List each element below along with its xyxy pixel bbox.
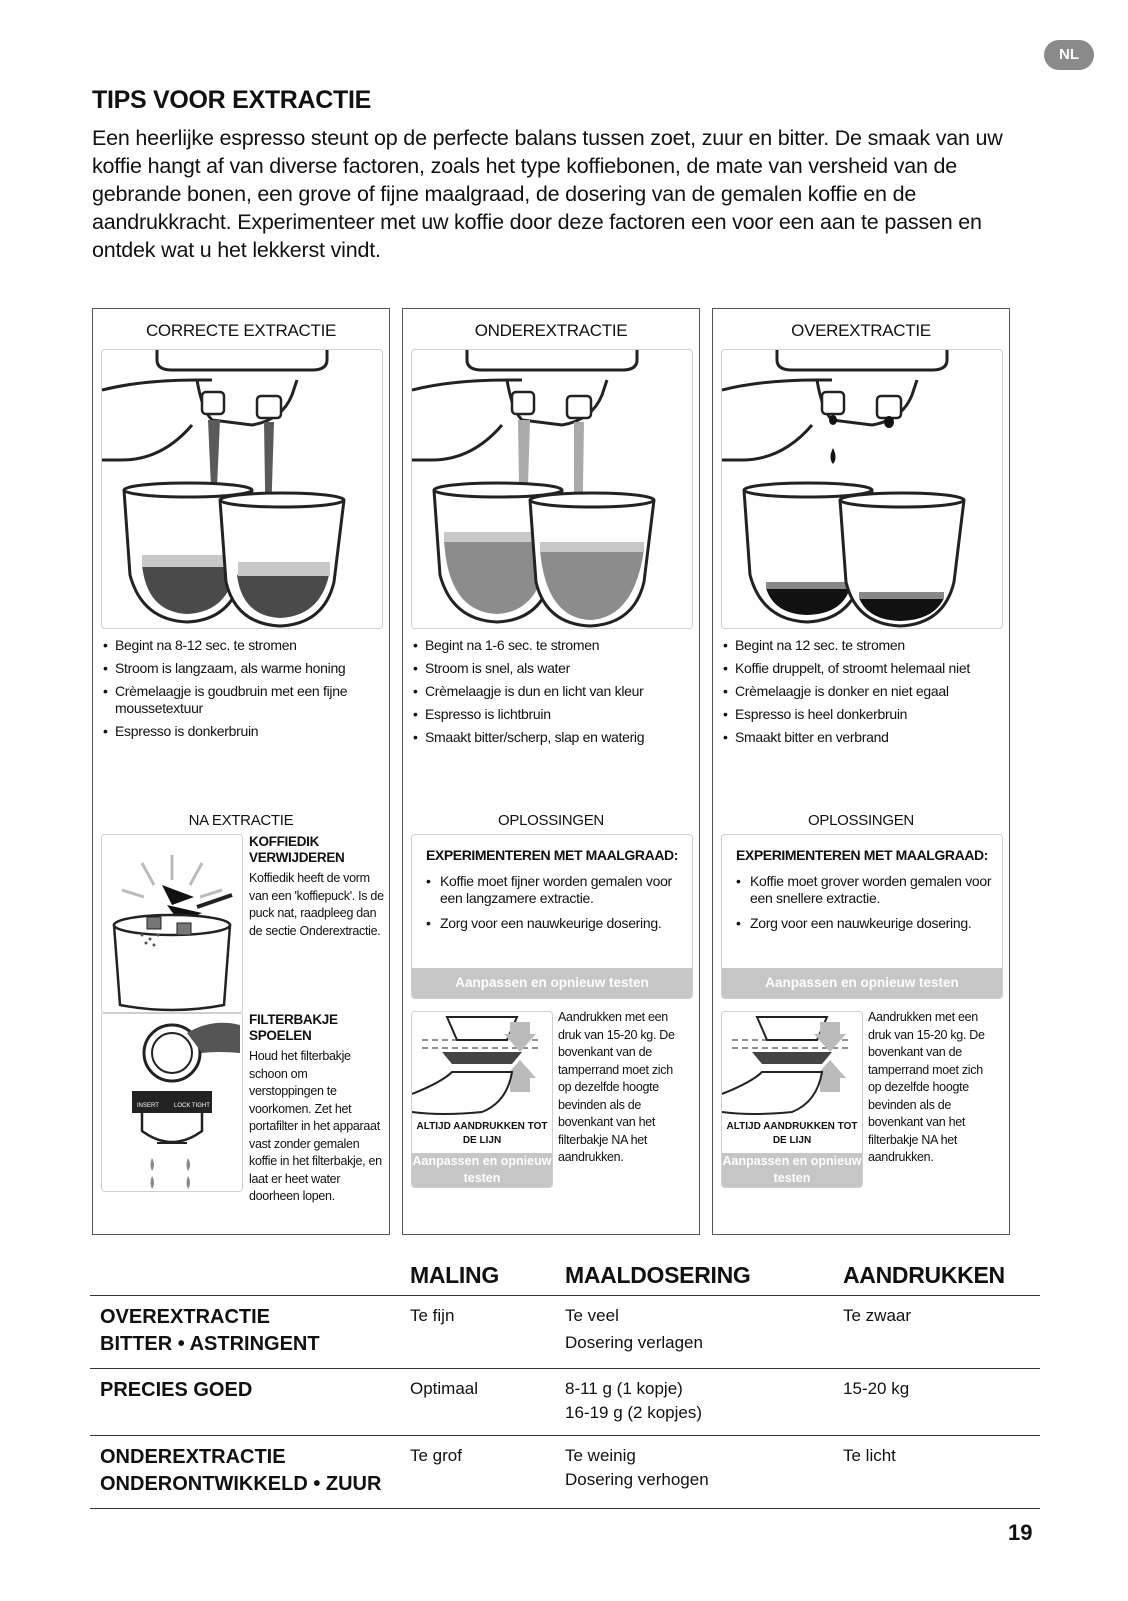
table-header-cell: MALING [400,1262,555,1296]
tamp-caption: ALTIJD AANDRUKKEN TOT DE LIJN [416,1121,548,1146]
cell-line: Dosering verhogen [565,1470,709,1489]
cell-dosering [555,1369,833,1436]
solution-box [411,834,693,999]
intro-paragraph: Een heerlijke espresso steunt op de perfecte balans tussen zoet, zuur en bitter. De smaak van uw koffie hangt af van diverse factoren, zoals het type koffiebonen, de mate van versheid van de gebrande bonen, een grove of fijne maalgraad, de dosering van de gemalen koffie en de aandrukkracht. Experimenteer met uw koffie door deze factoren een voor een aan te passen en ontdek wat u het lekkerst vindt. [92,126,1003,262]
bullet-item: • Espresso is donkerbruin [101,723,385,740]
tamp-caption: ALTIJD AANDRUKKEN TOT DE LIJN [726,1121,858,1146]
solution-item: • Zorg voor een nauwkeurige dosering. [424,915,686,932]
extraction-bullet-list [411,637,695,752]
bullet-item: • Koffie druppelt, of stroomt helemaal niet [721,660,1005,677]
tamping-illustration [721,1011,863,1188]
solution-box [721,834,1003,999]
bullet-item: • Stroom is langzaam, als warme honing [101,660,385,677]
bullet-item: • Espresso is lichtbruin [411,706,695,723]
bullet-item: • Crèmelaagje is donker en niet egaal [721,683,1005,700]
item-text: Houd het filterbakje schoon om verstoppingen te voorkomen. Zet het portafilter in het apparaat vast zonder gemalen koffie in het filterbakje, en laat er heet water doorheen lopen. [249,1049,382,1203]
row-label [90,1369,400,1436]
item-heading: KOFFIEDIK VERWIJDEREN [249,834,345,865]
machine-label-insert: INSERT [137,1103,159,1109]
rinse-filter-illustration [101,1012,243,1192]
table-header-cell: AANDRUKKEN [833,1262,1040,1296]
item-heading: FILTERBAKJE SPOELEN [249,1012,338,1043]
cell-line: Dosering verlagen [565,1333,703,1352]
panel-under-extraction [402,308,700,1235]
knock-box-illustration [101,834,243,1014]
row-label-line: ONDERONTWIKKELD • ZUUR [100,1473,382,1495]
cell-aandrukken: Te zwaar [833,1296,1040,1369]
cell-maling: Te fijn [400,1296,555,1369]
row-label [90,1436,400,1509]
bullet-item: • Smaakt bitter/scherp, slap en waterig [411,729,695,746]
cell-aandrukken: 15-20 kg [833,1369,1040,1436]
table-row [90,1296,1040,1369]
solution-item: • Zorg voor een nauwkeurige dosering. [734,915,996,932]
bullet-item: • Crèmelaagje is goudbruin met een fijne moussetextuur [101,683,385,717]
solution-list [424,873,686,940]
tamping-illustration [411,1011,553,1188]
machine-label-lock-tight: LOCK TIGHT [174,1103,210,1109]
panel-correct-extraction [92,308,390,1235]
panel-title: ONDEREXTRACTIE [474,321,628,340]
table-row [90,1369,1040,1436]
solution-list [734,873,996,940]
bullet-item: • Begint na 12 sec. te stromen [721,637,1005,654]
tamp-instructions: Aandrukken met een druk van 15-20 kg. De bovenkant van de tamperrand moet zich op dezelfde hoogte bevinden als de bovenkant van het filterbakje NA het aandrukken. [868,1010,985,1164]
row-label-line: PRECIES GOED [100,1379,253,1401]
section-subtitle: OPLOSSINGEN [498,812,604,829]
table-row [90,1436,1040,1509]
bullet-item: • Begint na 1-6 sec. te stromen [411,637,695,654]
row-label [90,1296,400,1369]
retest-bar: Aanpassen en opnieuw testen [412,1154,552,1185]
bullet-item: • Begint na 8-12 sec. te stromen [101,637,385,654]
retest-bar: Aanpassen en opnieuw testen [722,968,1002,998]
section-subtitle: NA EXTRACTIE [188,812,294,829]
page-title: TIPS VOOR EXTRACTIE [92,86,372,114]
panel-title: CORRECTE EXTRACTIE [145,321,337,340]
retest-bar: Aanpassen en opnieuw testen [412,968,692,998]
retest-bar: Aanpassen en opnieuw testen [722,1154,862,1185]
bullet-item: • Smaakt bitter en verbrand [721,729,1005,746]
cell-dosering [555,1296,833,1369]
cell-line: 8-11 g (1 kopje) [565,1379,683,1398]
espresso-illustration [411,349,693,629]
solution-item: • Koffie moet grover worden gemalen voor een snellere extractie. [734,873,996,907]
cell-line: Te weinig [565,1446,636,1465]
cell-aandrukken: Te licht [833,1436,1040,1509]
bullet-item: • Crèmelaagje is dun en licht van kleur [411,683,695,700]
espresso-illustration [101,349,383,629]
solution-item: • Koffie moet fijner worden gemalen voor een langzamere extractie. [424,873,686,907]
row-label-line: ONDEREXTRACTIE [100,1446,286,1468]
solution-heading: EXPERIMENTEREN MET MAALGRAAD: [735,847,989,863]
espresso-illustration [721,349,1003,629]
cell-line: 16-19 g (2 kopjes) [565,1403,703,1422]
table-header-row [90,1262,1040,1296]
section-subtitle: OPLOSSINGEN [808,812,914,829]
extraction-bullet-list [721,637,1005,752]
item-text: Koffiedik heeft de vorm van een 'koffiepuck'. Is de puck nat, raadpleeg dan de sectie Onderextractie. [249,871,384,938]
solution-heading: EXPERIMENTEREN MET MAALGRAAD: [425,847,679,863]
summary-table [90,1262,1040,1509]
panel-over-extraction [712,308,1010,1235]
cell-maling: Optimaal [400,1369,555,1436]
bullet-item: • Espresso is heel donkerbruin [721,706,1005,723]
tamp-instructions: Aandrukken met een druk van 15-20 kg. De bovenkant van de tamperrand moet zich op dezelfde hoogte bevinden als de bovenkant van het filterbakje NA het aandrukken. [558,1010,675,1164]
cell-maling: Te grof [400,1436,555,1509]
table-header-cell [90,1262,400,1296]
extraction-bullet-list [101,637,385,746]
language-badge: NL [1044,40,1094,70]
table-header-cell: MAALDOSERING [555,1262,833,1296]
bullet-item: • Stroom is snel, als water [411,660,695,677]
row-label-line: BITTER • ASTRINGENT [100,1333,320,1355]
row-label-line: OVEREXTRACTIE [100,1306,271,1328]
page-number: 19 [1008,1520,1033,1545]
cell-dosering [555,1436,833,1509]
cell-line: Te veel [565,1306,619,1325]
panel-title: OVEREXTRACTIE [791,321,931,340]
